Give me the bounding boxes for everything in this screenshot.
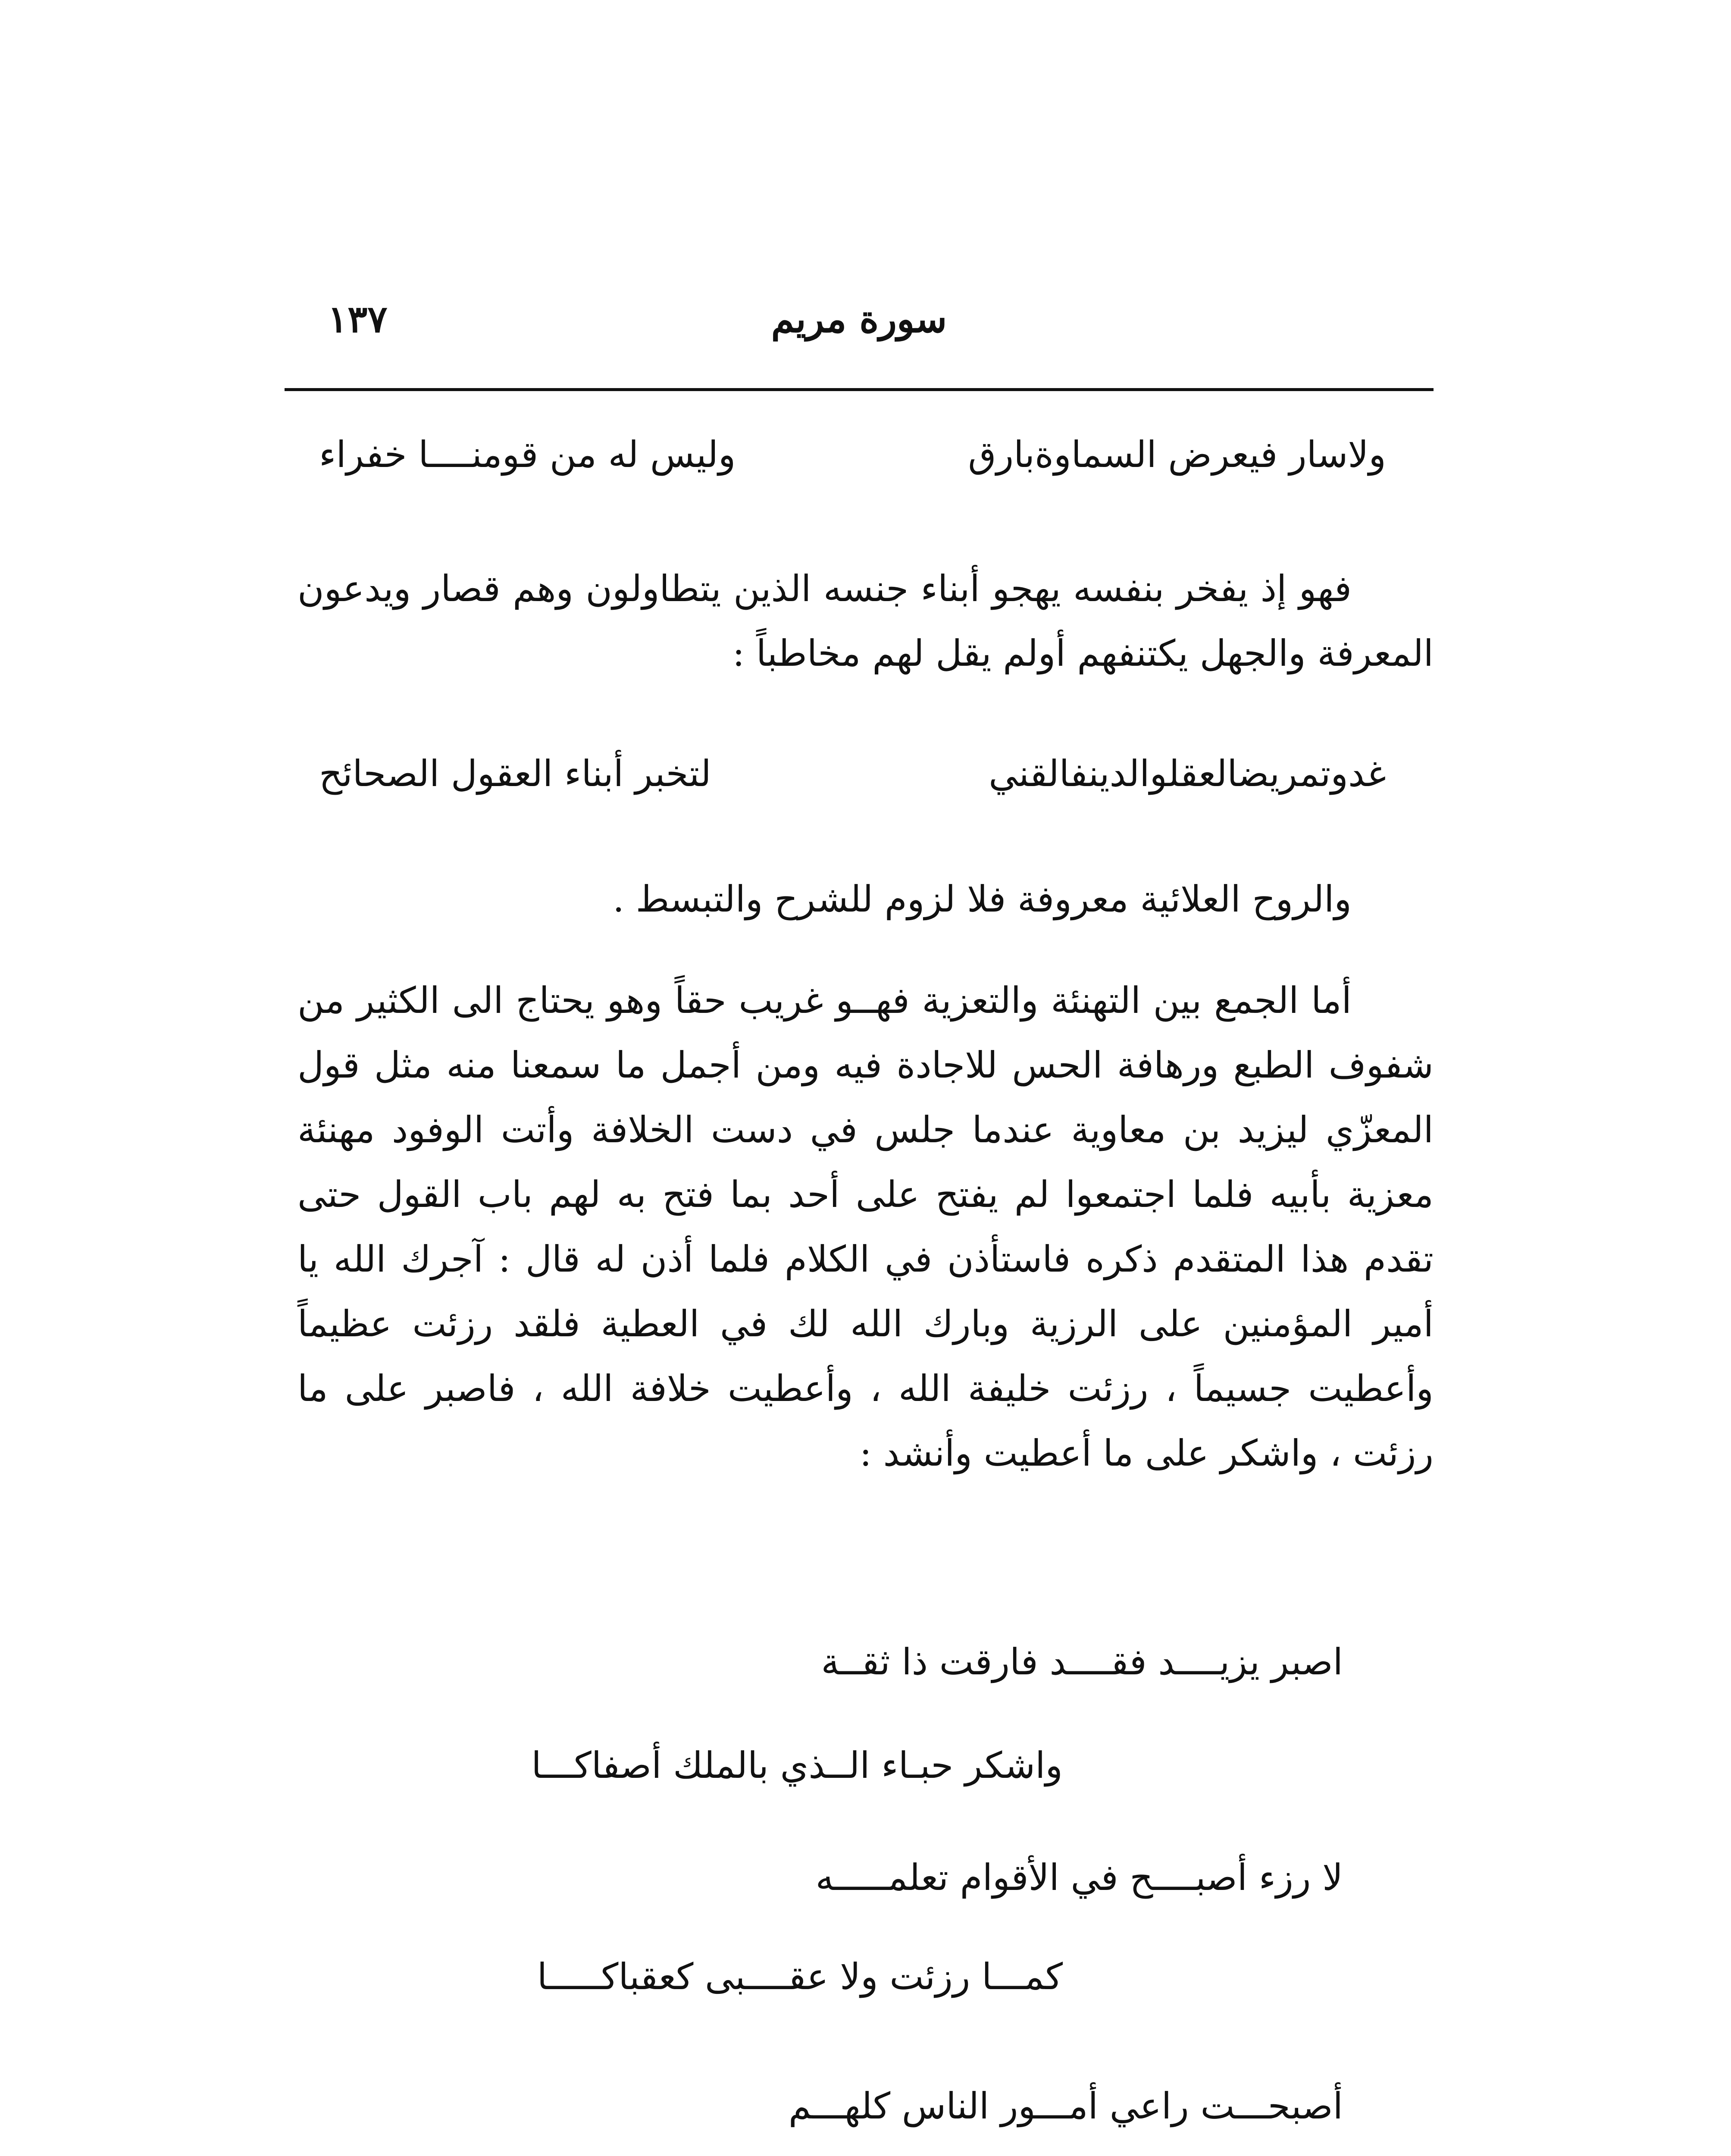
- paragraph-2-text: والروح العلائية معروفة فلا لزوم للشرح والتبسط .: [613, 878, 1352, 920]
- running-title: سورة مريم: [771, 298, 947, 341]
- paragraph-3-text: أما الجمع بين التهنئة والتعزية فهــو غريب حقاً وهو يحتاج الى الكثير من شفوف الطبع ورهافة الحس للاجادة فيه ومن أجمل ما سمعنا منه مثل قول المعزّي ليزيد بن معاوية عندما جلس في دست الخلافة وأتت الوفود مهنئة معزية بأبيه فلما اجتمعوا لم يفتح على أحد بما فتح به لهم باب القول حتى تقدم هذا المتقدم ذكره فاستأذن في الكلام فلما أذن له قال : آجرك الله يا أمير المؤمنين على الرزية وبارك الله لك في العطية فلقد رزئت عظيماً وأعطيت جسيماً ، رزئت خليفة الله ، وأعطيت خلافة الله ، فاصبر على ما رزئت ، واشكر على ما أعطيت وأنشد :: [297, 979, 1434, 1474]
- paragraph-2: [297, 867, 1434, 931]
- poem-line-5: أصبحـــت راعي أمـــور الناس كلهـــم: [788, 2085, 1343, 2127]
- paragraph-1-text: فهو إذ يفخر بنفسه يهجو أبناء جنسه الذين يتطاولون وهم قصار ويدعون المعرفة والجهل يكتنفهم أولم يقل لهم مخاطباً :: [297, 567, 1434, 674]
- page-number: ١٣٧: [328, 298, 388, 341]
- verse-1-second-hemistich: وليس له من قومنــــا خفراء: [319, 433, 736, 476]
- header-rule: [285, 388, 1434, 391]
- paragraph-1: [297, 556, 1434, 686]
- poem-line-2: واشكر حبـاء الــذي بالملك أصفاكـــا: [531, 1744, 1063, 1786]
- poem-line-3: لا رزء أصبــــح في الأقوام تعلمـــــه: [815, 1856, 1343, 1899]
- paragraph-3: [297, 968, 1434, 1485]
- verse-1-first-hemistich: ولاسار فيعرض السماوةبارق: [968, 433, 1386, 476]
- poem-line-1: اصبر يزيــــد فقــــد فارقت ذا ثقــة: [821, 1641, 1343, 1683]
- verse-2-second-hemistich: لتخبر أبناء العقول الصحائح: [319, 752, 711, 795]
- verse-2-first-hemistich: غدوتمريضالعقلوالدينفالقني: [989, 752, 1386, 795]
- page-header: [285, 298, 1434, 358]
- poem-line-4: كمـــا رزئت ولا عقــــبى كعقباكـــــا: [537, 1955, 1063, 1998]
